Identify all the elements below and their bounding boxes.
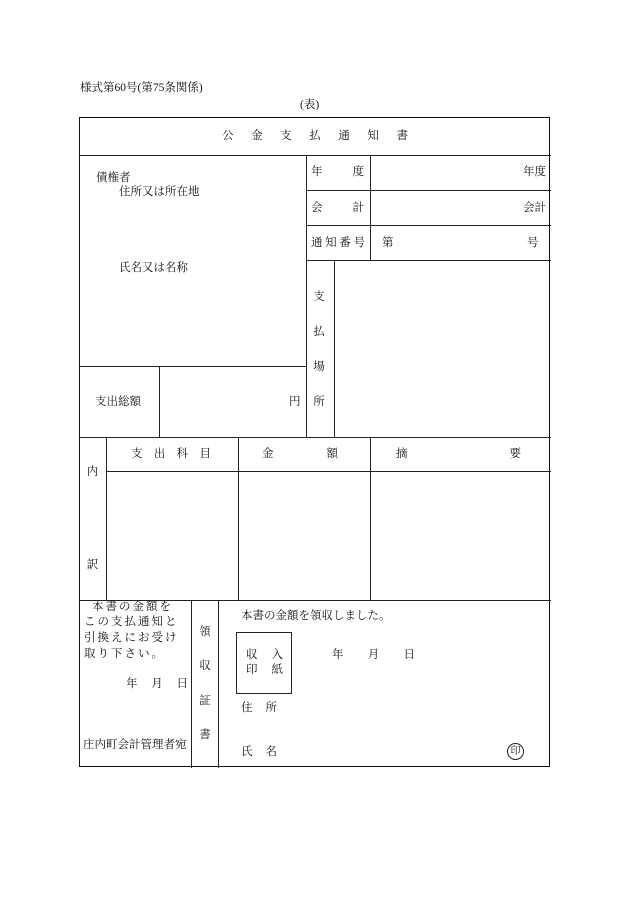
divider (306, 260, 551, 261)
stamp-label: 収 入 (246, 649, 283, 661)
breakdown-label-top: 内 (86, 466, 99, 478)
divider (191, 600, 192, 768)
fiscal-year-suffix: 年度 (523, 166, 546, 178)
form-number: 様式第60号(第75条関係) (80, 82, 203, 94)
account-label: 会 計 (311, 202, 364, 214)
divider (159, 366, 160, 437)
divider (79, 155, 551, 156)
divider (370, 437, 371, 600)
divider (306, 225, 551, 226)
divider (106, 437, 107, 600)
breakdown-label-bottom: 訳 (86, 559, 99, 571)
total-amount-unit: 円 (289, 396, 301, 408)
divider (218, 600, 219, 768)
receipt-statement: 本書の金額を領収しました。 (241, 610, 391, 622)
divider (370, 155, 371, 260)
divider (238, 437, 239, 600)
total-amount-label: 支出総額 (95, 396, 141, 408)
receipt-name-label: 氏 名 (241, 746, 277, 758)
receipt-vertical-label: 領 収 証 書 (199, 626, 211, 741)
seal-mark: 印 (507, 743, 524, 760)
creditor-address-label: 住所又は所在地 (119, 186, 200, 198)
note-line: 取り下さい。 (84, 648, 165, 660)
account-suffix: 会計 (523, 202, 546, 214)
form-frame (79, 117, 550, 767)
column-header-expense-item: 支 出 科 目 (131, 448, 211, 460)
creditor-label: 債権者 (96, 172, 131, 184)
note-line: この支払通知と (84, 616, 179, 628)
column-header-remarks: 摘 要 (396, 448, 521, 460)
fiscal-year-label: 年 度 (311, 166, 364, 178)
divider (106, 471, 551, 472)
notice-number-suffix: 号 (527, 237, 539, 249)
addressee: 庄内町会計管理者宛 (83, 739, 187, 751)
receipt-date: 年 月 日 (332, 649, 415, 661)
receipt-address-label: 住 所 (241, 702, 277, 714)
divider (334, 260, 335, 437)
divider (79, 366, 306, 367)
note-line: 引換えにお受け (84, 632, 179, 644)
divider (306, 190, 551, 191)
note-line: 本書の金額を (92, 601, 173, 613)
notice-number-prefix: 第 (382, 237, 394, 249)
stamp-label: 印 紙 (246, 664, 283, 676)
creditor-name-label: 氏名又は名称 (119, 262, 188, 274)
divider (306, 155, 307, 437)
payment-place-label: 支 払 場 所 (313, 291, 325, 408)
side-label: (表) (300, 99, 320, 111)
note-date: 年 月 日 (126, 678, 188, 690)
divider (79, 437, 551, 438)
form-title: 公 金 支 払 通 知 書 (222, 130, 408, 142)
column-header-amount: 金 額 (262, 448, 338, 460)
notice-number-label: 通 知 番 号 (311, 237, 365, 249)
revenue-stamp-box (236, 632, 292, 694)
